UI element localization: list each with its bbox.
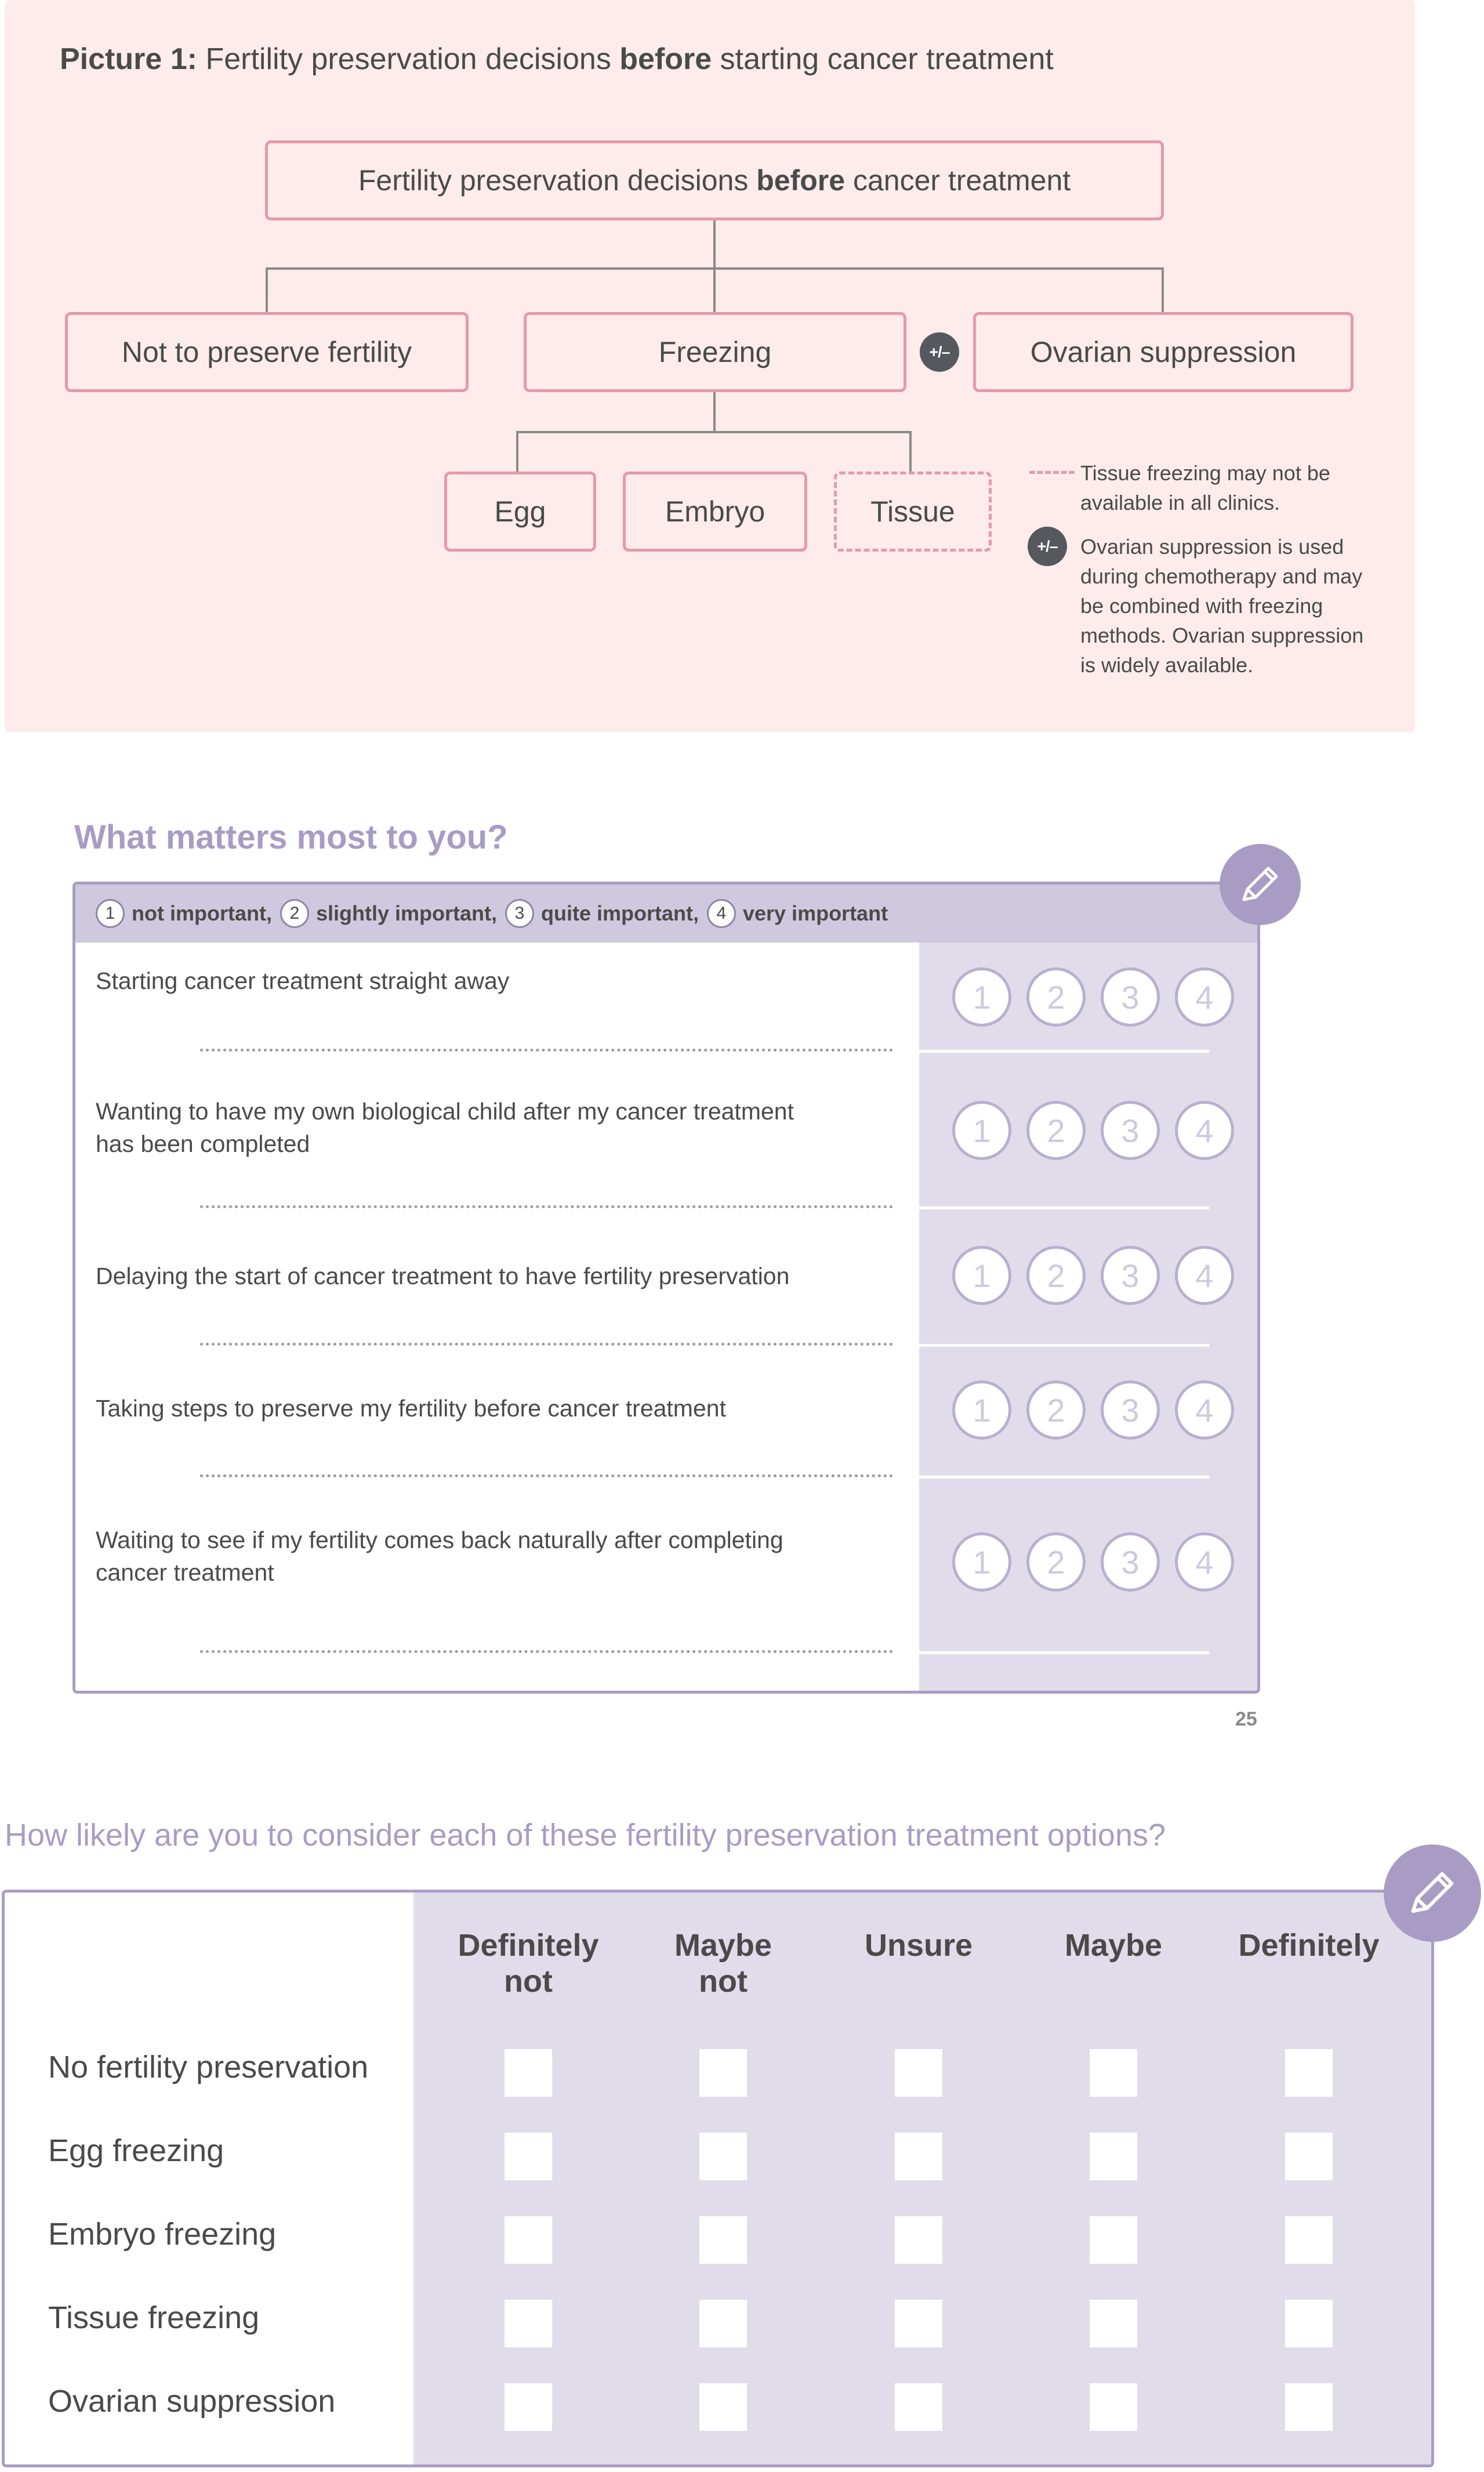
note-line: be combined with freezing [1080,594,1323,618]
legend-number: 4 [707,899,736,928]
note-line: Ovarian suppression is used [1080,535,1344,559]
rating-group [952,1532,1234,1592]
checkbox[interactable] [699,2049,747,2097]
rating-option-4[interactable]: 4 [1175,1532,1234,1592]
rating-option-3[interactable]: 3 [1101,1101,1160,1160]
pencil-icon-glyph [1403,1864,1461,1922]
rating-option-1[interactable]: 1 [952,1101,1011,1160]
legend-number: 3 [505,899,534,928]
item-text: Taking steps to preserve my fertility before cancer treatment [96,1395,726,1422]
note-line: available in all clinics. [1080,491,1280,514]
checkbox[interactable] [505,2300,552,2347]
column-header [441,1927,615,1999]
dashed-line-key [1029,471,1075,474]
item-text: has been completed [96,1130,310,1157]
picture-label: Picture 1: [60,42,197,76]
page-number: 25 [1235,1708,1257,1730]
rating-group [952,1380,1234,1440]
legend-item [505,899,699,928]
rating-option-2[interactable]: 2 [1026,967,1086,1027]
checkbox[interactable] [699,2133,747,2180]
checkbox[interactable] [895,2383,942,2431]
rating-group [952,967,1234,1027]
checkbox[interactable] [1090,2383,1137,2431]
matters-item [96,1095,890,1160]
matters-item [96,1524,890,1589]
pencil-icon [1384,1844,1481,1942]
checkbox[interactable] [1285,2133,1333,2180]
rating-option-2[interactable]: 2 [1026,1101,1086,1160]
legend-label: slightly important, [315,901,497,925]
what-matters-panel [72,882,1260,1694]
header-line: Maybe [1064,1928,1163,1963]
column-header [1026,1927,1200,1963]
node-egg: Egg [444,472,596,552]
legend-item [96,899,272,928]
item-text: cancer treatment [96,1559,274,1586]
node-freezing: Freezing [524,312,906,392]
row-divider [919,1050,1209,1053]
plus-minus-icon: +/– [920,332,959,372]
row-divider [919,1651,1209,1654]
item-text: Wanting to have my own biological child after my cancer treatment [96,1098,794,1125]
row-divider [919,1476,1209,1478]
column-header [636,1927,810,1999]
checkbox[interactable] [895,2300,942,2347]
checkbox[interactable] [1285,2216,1333,2264]
rating-option-3[interactable]: 3 [1101,1380,1160,1440]
rating-option-1[interactable]: 1 [952,967,1011,1027]
column-header [1222,1927,1396,1963]
node-embryo: Embryo [623,472,807,552]
node-ovarian-suppression: Ovarian suppression [973,312,1354,392]
row-label: Ovarian suppression [48,2384,336,2419]
checkbox[interactable] [1285,2383,1333,2431]
legend-number: 1 [96,899,125,928]
header-line: Definitely [458,1928,599,1963]
title-bold: before [619,42,712,76]
rating-option-3[interactable]: 3 [1101,1532,1160,1592]
notes-line[interactable] [200,1205,893,1208]
rating-option-2[interactable]: 2 [1026,1532,1086,1592]
legend-label: quite important, [540,901,699,925]
rating-option-2[interactable]: 2 [1026,1380,1086,1440]
importance-legend [75,885,1257,943]
plus-minus-icon: +/– [1028,527,1067,566]
row-label: No fertility preservation [48,2050,369,2085]
note-line: during chemotherapy and may [1080,564,1363,588]
rating-option-3[interactable]: 3 [1101,967,1160,1027]
checkbox[interactable] [699,2300,747,2347]
item-text: Waiting to see if my fertility comes back naturally after completing [96,1527,783,1553]
checkbox[interactable] [1285,2049,1333,2097]
checkbox[interactable] [895,2216,942,2264]
legend-label: very important [742,901,888,925]
likelihood-table [2,1890,1434,2467]
item-text: Starting cancer treatment straight away [96,967,510,994]
rating-group [952,1101,1234,1160]
matters-item [96,1392,890,1425]
title-part-1: Fertility preservation decisions [205,42,611,76]
checkbox[interactable] [505,2133,552,2180]
header-line: not [699,1964,748,1999]
row-label: Tissue freezing [48,2300,260,2335]
node-not-preserve: Not to preserve fertility [65,312,469,392]
rating-option-1[interactable]: 1 [952,1380,1011,1440]
header-line: Definitely [1238,1928,1380,1963]
pencil-icon [1220,844,1301,925]
rating-option-1[interactable]: 1 [952,1246,1011,1305]
notes-line[interactable] [200,1650,893,1653]
row-label: Embryo freezing [48,2217,277,2252]
note-line: methods. Ovarian suppression [1080,624,1364,647]
note-line: Tissue freezing may not be [1080,461,1330,485]
notes-line[interactable] [200,1474,893,1477]
row-divider [919,1206,1209,1209]
row-label: Egg freezing [48,2133,224,2168]
checkbox[interactable] [699,2216,747,2264]
row-divider [919,1344,1209,1347]
note-tissue [1080,458,1330,517]
rating-option-4[interactable]: 4 [1175,1380,1234,1440]
diagram-panel [5,0,1415,732]
rating-option-4[interactable]: 4 [1175,1101,1234,1160]
what-matters-title: What matters most to you? [74,818,508,856]
header-line: Maybe [674,1928,772,1963]
legend-number: 2 [280,899,309,928]
checkbox[interactable] [895,2133,942,2180]
note-ovarian [1080,532,1363,680]
checkbox[interactable] [505,2383,552,2431]
legend-item [280,899,497,928]
title-part-2: starting cancer treatment [720,42,1054,76]
node-tissue: Tissue [834,472,992,552]
rating-option-3[interactable]: 3 [1101,1246,1160,1305]
root-node [265,140,1164,220]
legend-label: not important, [132,901,272,925]
root-bold: before [756,164,846,197]
note-line: is widely available. [1080,653,1254,677]
checkbox[interactable] [1090,2216,1137,2264]
matters-item [96,965,890,997]
matters-item [96,1260,890,1292]
checkbox[interactable] [1090,2049,1137,2097]
column-header [832,1927,1006,1963]
checkbox[interactable] [699,2383,747,2431]
checkbox[interactable] [505,2216,552,2264]
rating-option-2[interactable]: 2 [1026,1246,1086,1305]
root-text-1: Fertility preservation decisions [358,164,749,197]
rating-option-4[interactable]: 4 [1175,967,1234,1027]
checkbox[interactable] [505,2049,552,2097]
checkbox[interactable] [1090,2300,1137,2347]
rating-group [952,1246,1234,1305]
root-text-2: cancer treatment [852,164,1071,197]
header-line: Unsure [864,1928,973,1963]
checkbox[interactable] [1090,2133,1137,2180]
notes-line[interactable] [200,1343,893,1346]
header-line: not [504,1964,553,1999]
likelihood-title: How likely are you to consider each of these fertility preservation treatment options? [5,1818,1166,1853]
checkbox[interactable] [1285,2300,1333,2347]
notes-line[interactable] [200,1049,893,1052]
checkbox[interactable] [895,2049,942,2097]
rating-option-1[interactable]: 1 [952,1532,1011,1592]
item-text: Delaying the start of cancer treatment to have fertility preservation [96,1263,790,1289]
legend-item [707,899,888,928]
pencil-icon-glyph [1236,860,1285,909]
rating-option-4[interactable]: 4 [1175,1246,1234,1305]
